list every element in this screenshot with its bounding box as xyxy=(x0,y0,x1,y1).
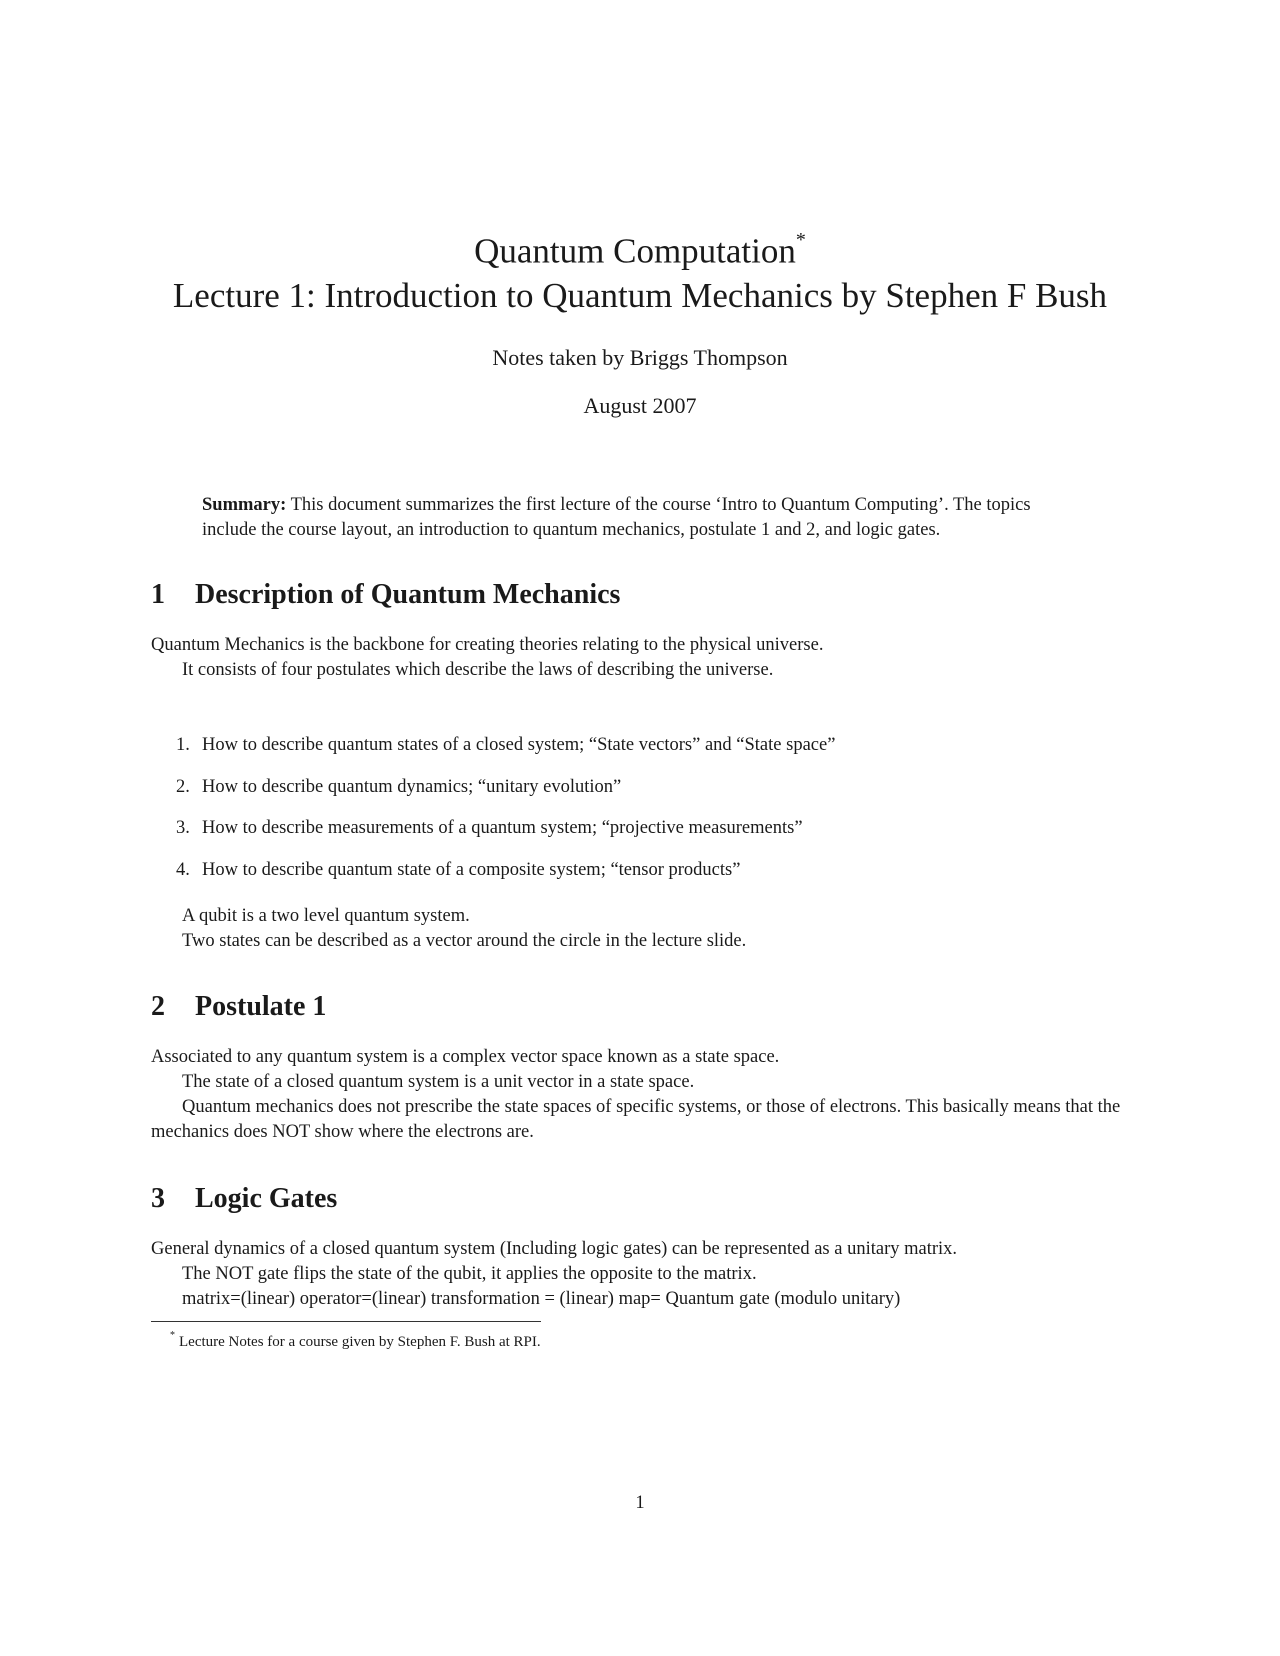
section-3-heading xyxy=(151,1182,337,1216)
list-item xyxy=(176,858,1076,883)
title-footnote-mark: * xyxy=(795,229,806,251)
section-1-paragraph: It consists of four postulates which describe the laws of describing the universe. xyxy=(182,660,774,680)
footnote-text: Lecture Notes for a course given by Stephen F. Bush at RPI. xyxy=(179,1334,541,1350)
section-2-paragraph: The state of a closed quantum system is a unit vector in a state space. xyxy=(182,1072,695,1092)
section-2-heading xyxy=(151,990,326,1024)
section-3-paragraph: matrix=(linear) operator=(linear) transformation = (linear) map= Quantum gate (modulo unitary) xyxy=(182,1289,901,1309)
abstract-label: Summary: xyxy=(202,495,287,515)
list-item xyxy=(176,733,1076,758)
author-line: Notes taken by Briggs Thompson xyxy=(492,344,788,370)
section-2-paragraph: Quantum mechanics does not prescribe the state spaces of specific systems, or those of electrons. This basically means that the mechanics does NOT show where the electrons are. xyxy=(151,1097,1121,1142)
section-number: 1 xyxy=(151,579,165,610)
footnote-rule xyxy=(151,1321,541,1322)
list-item-text: How to describe quantum dynamics; “unitary evolution” xyxy=(202,776,622,797)
section-number: 3 xyxy=(151,1183,165,1214)
title-main: Quantum Computation* xyxy=(474,229,806,271)
footnote-mark: * xyxy=(170,1330,175,1341)
list-item xyxy=(176,775,1076,800)
list-item xyxy=(176,816,1076,841)
section-number: 2 xyxy=(151,991,165,1022)
section-2-paragraph: Associated to any quantum system is a complex vector space known as a state space. xyxy=(151,1047,780,1067)
page-number: 1 xyxy=(635,1493,645,1513)
abstract-text: This document summarizes the first lecture of the course ‘Intro to Quantum Computing’. The topics include the course layout, an introduction to quantum mechanics, postulate 1 and 2, and logic gates. xyxy=(202,495,1031,540)
abstract xyxy=(202,493,1082,543)
date-line: August 2007 xyxy=(583,392,697,418)
section-title: Logic Gates xyxy=(195,1183,338,1214)
title-subtitle: Lecture 1: Introduction to Quantum Mechanics by Stephen F Bush xyxy=(172,275,1108,315)
title-block xyxy=(0,222,1280,420)
section-3-paragraph: The NOT gate flips the state of the qubit, it applies the opposite to the matrix. xyxy=(182,1264,757,1284)
section-title: Description of Quantum Mechanics xyxy=(195,579,621,610)
list-item-label: 1. xyxy=(176,735,190,755)
section-1-heading xyxy=(151,578,620,612)
list-item-label: 4. xyxy=(176,859,190,880)
section-1-paragraph: Quantum Mechanics is the backbone for creating theories relating to the physical universe. xyxy=(151,635,824,655)
section-title: Postulate 1 xyxy=(195,991,327,1022)
list-item-text: How to describe quantum state of a composite system; “tensor products” xyxy=(202,859,741,880)
list-item-label: 3. xyxy=(176,818,190,838)
list-item-text: How to describe quantum states of a closed system; “State vectors” and “State space” xyxy=(202,735,836,755)
postulates-list xyxy=(176,733,1076,899)
section-1-paragraph: Two states can be described as a vector around the circle in the lecture slide. xyxy=(182,931,747,951)
footnote xyxy=(170,1328,541,1352)
list-item-label: 2. xyxy=(176,776,190,797)
section-1-paragraph: A qubit is a two level quantum system. xyxy=(182,906,470,926)
list-item-text: How to describe measurements of a quantum system; “projective measurements” xyxy=(202,818,803,838)
section-3-paragraph: General dynamics of a closed quantum system (Including logic gates) can be represented as a unitary matrix. xyxy=(151,1239,958,1259)
